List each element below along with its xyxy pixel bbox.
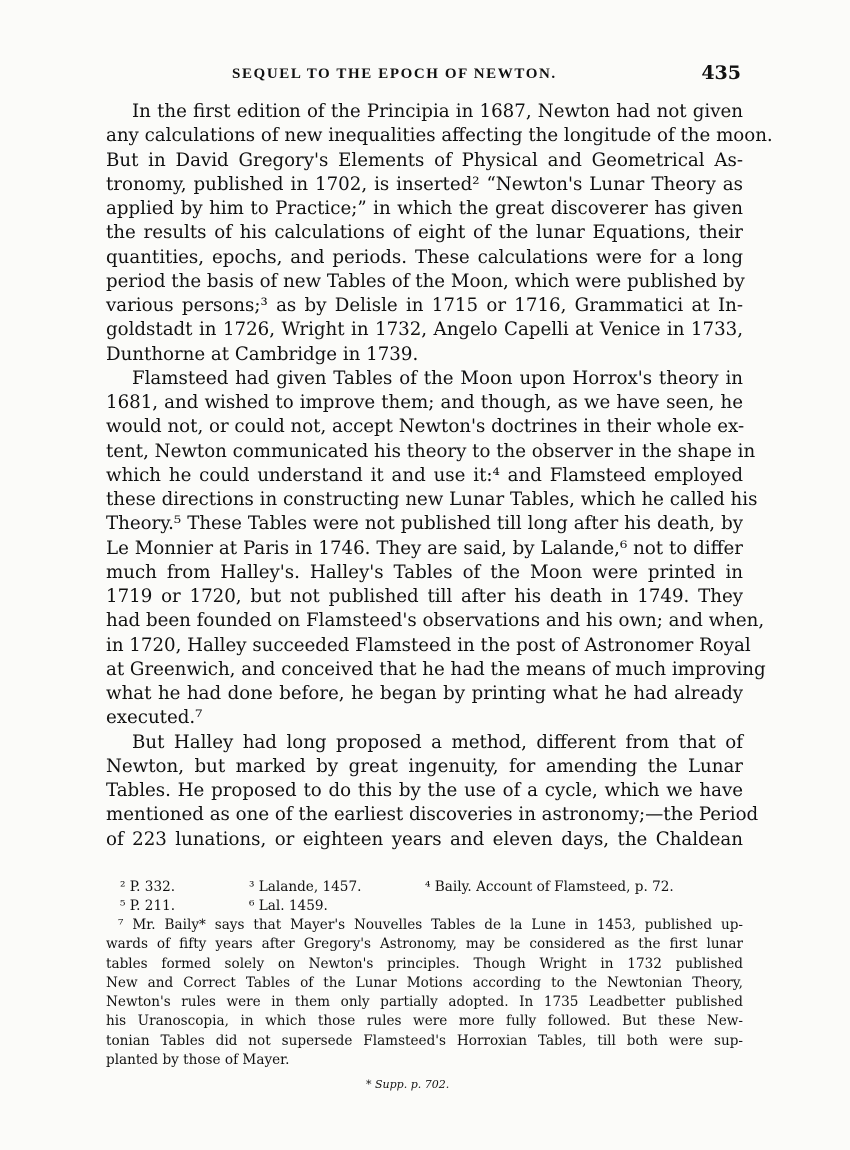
footnote-line: Newton's rules were in them only partially adopted. In 1735 Leadbetter published (106, 994, 743, 1011)
text-line: mentioned as one of the earliest discoveries in astronomy;—the Period (106, 804, 759, 826)
text-line: tronomy, published in 1702, is inserted² “Newton's Lunar Theory as (106, 173, 743, 195)
text-line: Dunthorne at Cambridge in 1739. (106, 343, 419, 365)
text-line: period the basis of new Tables of the Moon, which were published by (106, 270, 745, 292)
text-line: of 223 lunations, or eighteen years and eleven days, the Chaldean (106, 828, 743, 850)
text-line: But in David Gregory's Elements of Physical and Geometrical As- (106, 149, 743, 171)
footnote-row (106, 897, 743, 916)
footnote-3: ³ Lalande, 1457. (249, 879, 362, 895)
page-header (134, 64, 741, 88)
body-text (106, 100, 773, 852)
footnote-line: planted by those of Mayer. (106, 1052, 290, 1069)
footnote-6: ⁶ Lal. 1459. (249, 898, 328, 914)
text-line: Flamsteed had given Tables of the Moon upon Horrox's theory in (132, 367, 743, 389)
text-line: any calculations of new inequalities affecting the longitude of the moon. (106, 125, 773, 147)
text-line: goldstadt in 1726, Wright in 1732, Angelo Capelli at Venice in 1733, (106, 319, 743, 341)
text-line: had been founded on Flamsteed's observations and his own; and when, (106, 610, 765, 632)
footnote-line: New and Correct Tables of the Lunar Motions according to the Newtonian Theory, (106, 974, 743, 991)
text-line: various persons;³ as by Delisle in 1715 or 1716, Grammatici at In- (106, 295, 743, 316)
supplement-note: * Supp. p. 702. (366, 1078, 450, 1091)
text-line: quantities, epochs, and periods. These calculations were for a long (106, 246, 743, 268)
footnote-7 (106, 916, 743, 1070)
footnote-line: tables formed solely on Newton's principles. Though Wright in 1732 published (106, 955, 743, 972)
footnote-row (106, 878, 743, 897)
paragraph-flamsteed (106, 367, 766, 731)
footnote-line: wards of fifty years after Gregory's Astronomy, may be considered as the first lunar (106, 936, 743, 953)
footnote-line: ⁷ Mr. Baily* says that Mayer's Nouvelles Tables de la Lune in 1453, published up- (118, 917, 743, 933)
text-line: would not, or could not, accept Newton's doctrines in their whole ex- (106, 416, 745, 438)
footnote-line: tonian Tables did not supersede Flamsteed's Horroxian Tables, till both were sup- (106, 1032, 743, 1049)
text-line: the results of his calculations of eight of the lunar Equations, their (106, 222, 743, 244)
text-line: which he could understand it and use it:⁴ and Flamsteed employed (106, 464, 743, 486)
text-line: executed.⁷ (106, 707, 203, 729)
text-line: But Halley had long proposed a method, different from that of (132, 731, 743, 753)
text-line: 1719 or 1720, but not published till after his death in 1749. They (106, 586, 743, 607)
footnote-2: ² P. 332. (120, 879, 176, 895)
text-line: Newton, but marked by great ingenuity, for amending the Lunar (106, 755, 743, 777)
paragraph-principia (106, 100, 773, 367)
text-line: In the first edition of the Principia in 1687, Newton had not given (132, 101, 743, 122)
text-line: Le Monnier at Paris in 1746. They are said, by Lalande,⁶ not to differ (106, 537, 743, 559)
text-line: in 1720, Halley succeeded Flamsteed in the post of Astronomer Royal (106, 634, 751, 656)
text-line: these directions in constructing new Lunar Tables, which he called his (106, 489, 758, 510)
text-line: tent, Newton communicated his theory to the observer in the shape in (106, 440, 756, 462)
running-head: SEQUEL TO THE EPOCH OF NEWTON. (232, 66, 557, 82)
text-line: Tables. He proposed to do this by the use of a cycle, which we have (106, 780, 743, 801)
text-line: 1681, and wished to improve them; and though, as we have seen, he (106, 392, 743, 413)
text-line: applied by him to Practice;” in which the great discoverer has given (106, 198, 743, 219)
footnote-line: his Uranoscopia, in which those rules were more fully followed. But these New- (106, 1013, 743, 1030)
footnote-5: ⁵ P. 211. (120, 898, 176, 914)
text-line: what he had done before, he began by printing what he had already (106, 683, 743, 704)
text-line: at Greenwich, and conceived that he had the means of much improving (106, 658, 766, 680)
page-number: 435 (701, 62, 741, 84)
footnotes (106, 878, 743, 1070)
paragraph-halley (106, 731, 759, 852)
footnote-4: ⁴ Baily. Account of Flamsteed, p. 72. (425, 879, 674, 895)
text-line: Theory.⁵ These Tables were not published till long after his death, by (106, 513, 743, 535)
text-line: much from Halley's. Halley's Tables of the Moon were printed in (106, 561, 743, 583)
